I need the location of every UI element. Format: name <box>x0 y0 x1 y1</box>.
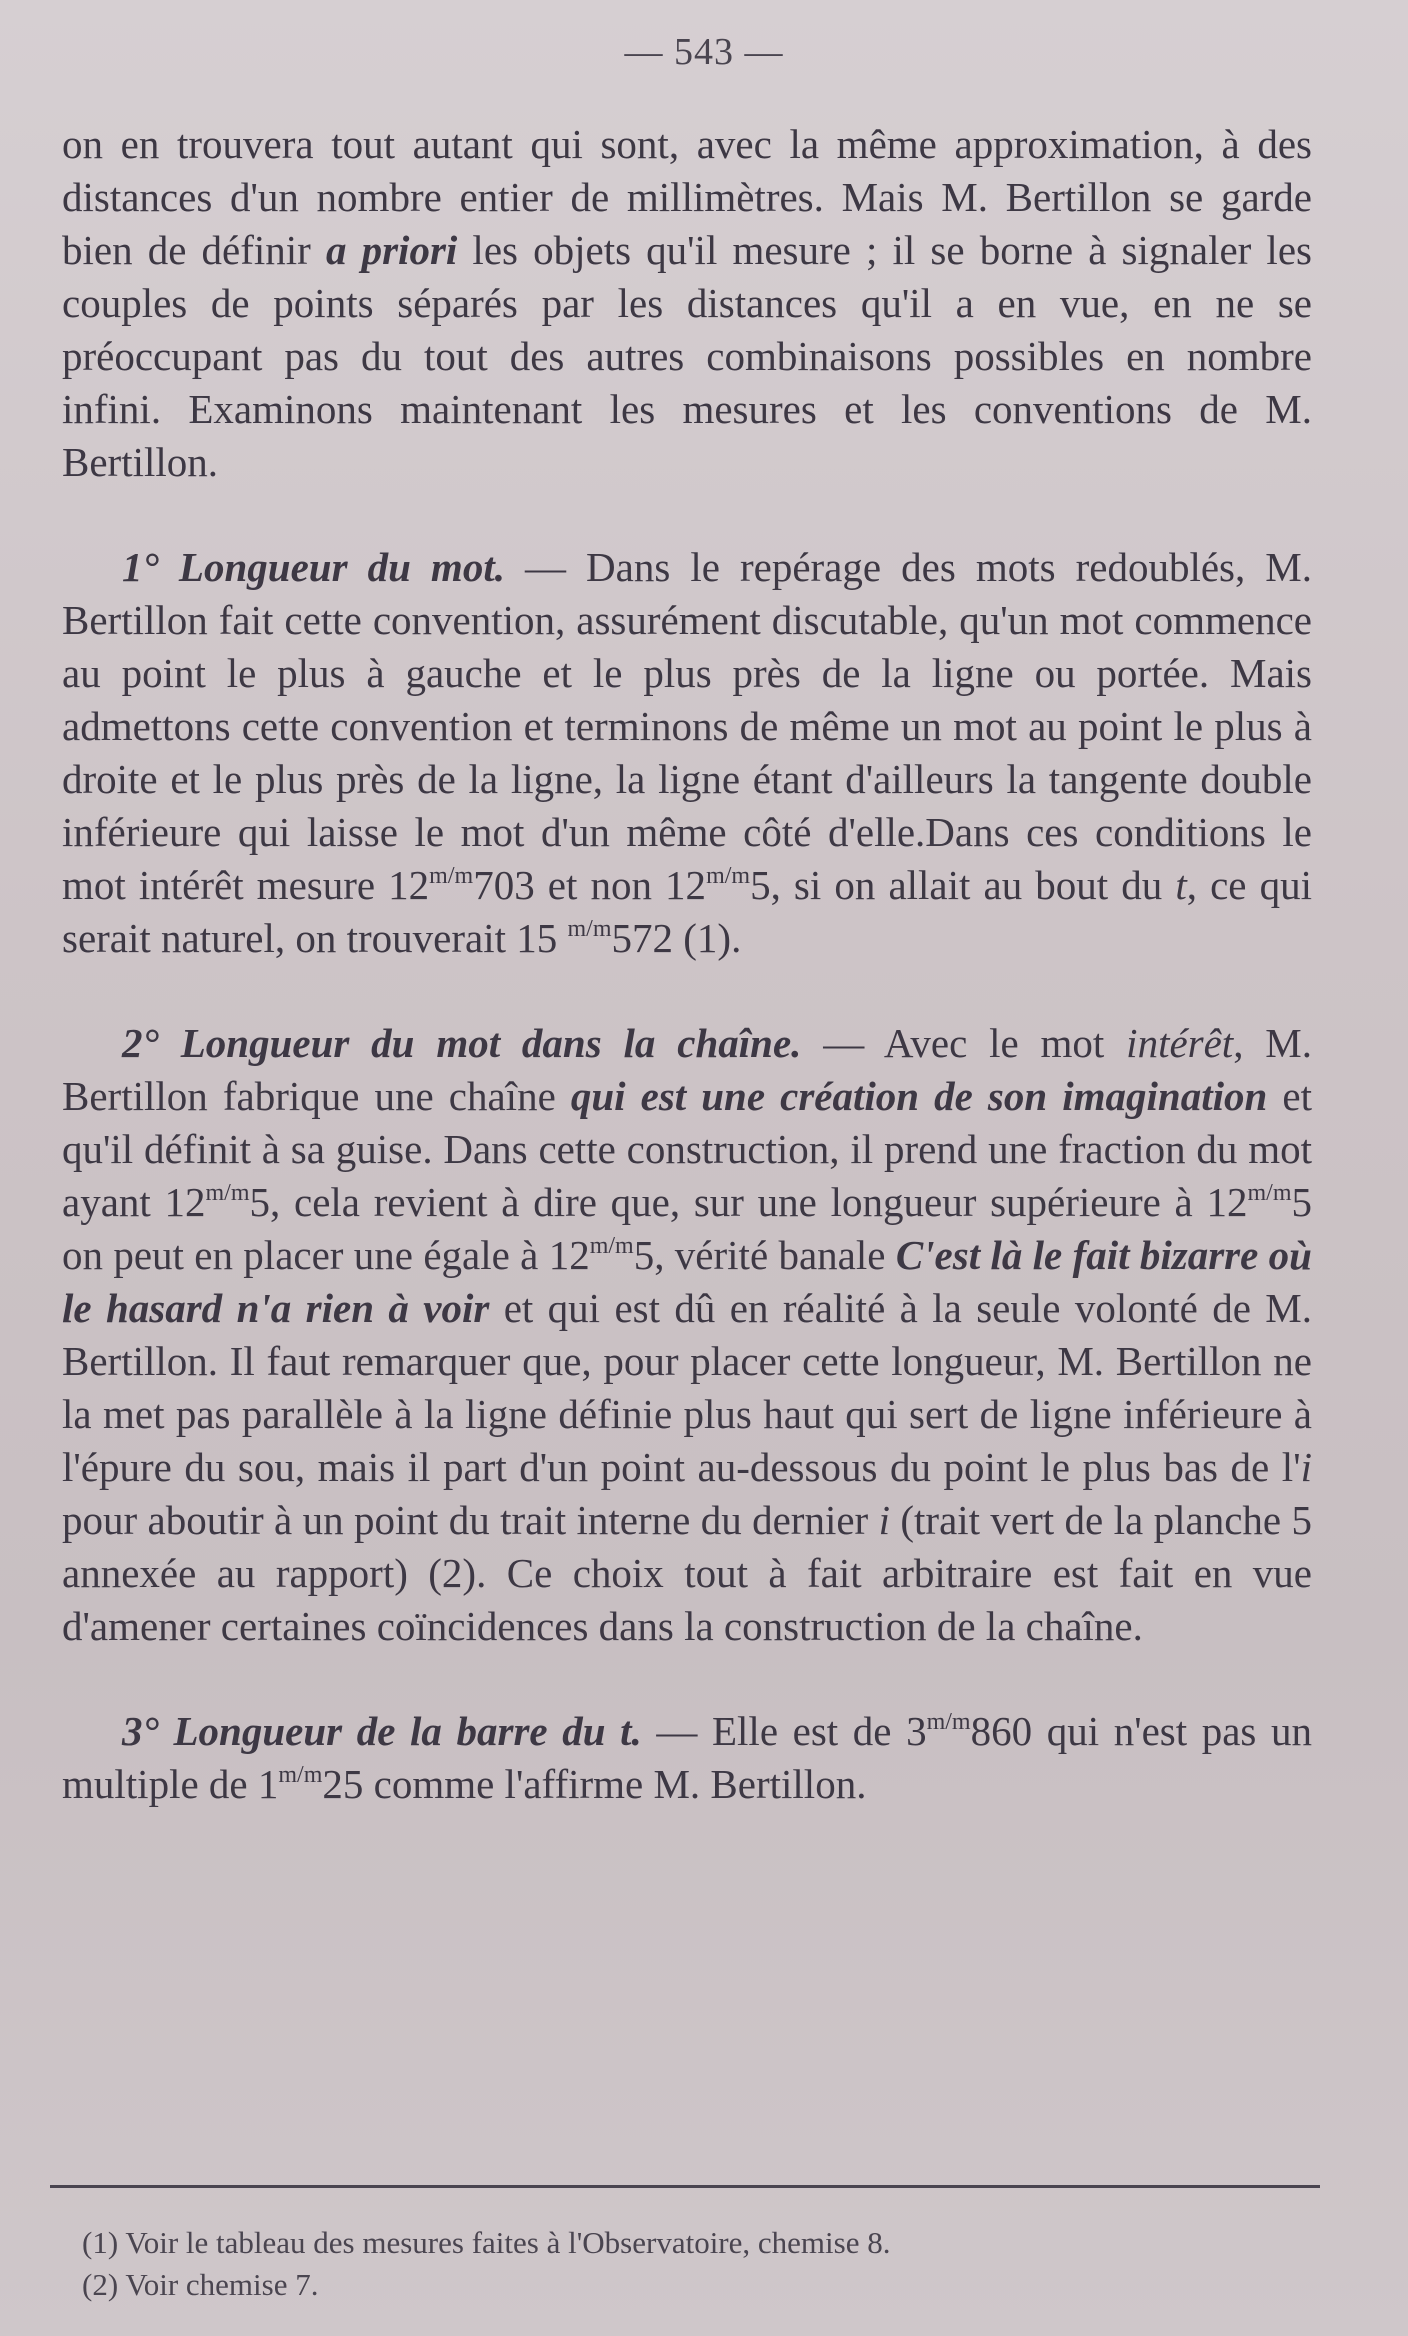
paragraph-text: 703 et non 12 <box>473 862 707 908</box>
unit-superscript: m/m <box>1247 1180 1292 1206</box>
unit-superscript: m/m <box>278 1762 323 1788</box>
paragraph-text: (trait vert de la planche 5 annexée au rapport) (2). Ce choix tout à fait arbitraire est fait en vue d'amener certaines coïncidences dans la construction de la chaîne. <box>62 1497 1312 1649</box>
paragraph-text: 5, si on allait au bout du <box>750 862 1176 908</box>
emphasis-interet: intérêt <box>1126 1020 1234 1066</box>
paragraph-longueur-du-mot <box>62 541 1312 965</box>
emphasis-fait-bizarre: C'est là le fait bizarre où le hasard n'a rien à voir <box>62 1232 1312 1331</box>
paragraph-longueur-dans-la-chaine <box>62 1017 1312 1653</box>
footnote-2: (2) Voir chemise 7. <box>82 2267 319 2302</box>
footnote-divider <box>50 2185 1320 2188</box>
emphasis-i: i <box>878 1497 890 1543</box>
paragraph-text: , ce qui serait naturel, on trouverait 15 <box>62 862 1312 961</box>
paragraph-barre-du-t <box>62 1705 1312 1811</box>
paragraph-intro <box>62 118 1312 489</box>
paragraph-text: — Avec le mot <box>801 1020 1127 1066</box>
footnotes <box>82 2222 1322 2306</box>
paragraph-text: 5 on peut en placer une égale à 12 <box>62 1179 1312 1278</box>
paragraph-text: et qu'il définit à sa guise. Dans cette construction, il prend une fraction du mot ayant 12 <box>62 1073 1312 1225</box>
paragraph-text: et qui est dû en réalité à la seule volonté de M. Bertillon. Il faut remarquer que, pour placer cette longueur, M. Bertillon ne la met pas parallèle à la ligne définie plus haut qui sert de ligne inférieure à l'épure du sou, mais il part d'un point au-dessous du point le plus bas de l' <box>62 1285 1312 1490</box>
paragraph-text: 5, cela revient à dire que, sur une longueur supérieure à 12 <box>249 1179 1248 1225</box>
paragraph-text: 25 comme l'affirme M. Bertillon. <box>322 1761 867 1807</box>
paragraph-text: 5, vérité banale <box>633 1232 896 1278</box>
paragraph-text: , M. Bertillon fabrique une chaîne <box>62 1020 1312 1119</box>
section-heading: 1° Longueur du mot. <box>122 544 505 590</box>
unit-superscript: m/m <box>567 916 612 942</box>
unit-superscript: m/m <box>429 863 474 889</box>
page-number: — 543 — <box>624 31 784 73</box>
paragraph-text: — Dans le repérage des mots redoublés, M. Bertillon fait cette convention, assurément discutable, qu'un mot commence au point le plus à gauche et le plus près de la ligne ou portée. Mais admettons cette convention et terminons de même un mot au point le plus à droite et le plus près de la ligne, la ligne étant d'ailleurs la tangente double inférieure qui laisse le mot d'un même côté d'elle.Dans ces conditions le mot intérêt mesure 12 <box>62 544 1312 908</box>
unit-superscript: m/m <box>589 1233 634 1259</box>
footnote-1: (1) Voir le tableau des mesures faites à l'Observatoire, chemise 8. <box>82 2225 891 2260</box>
emphasis-i: i <box>1300 1444 1312 1490</box>
body-text <box>62 118 1312 1811</box>
paragraph-text: pour aboutir à un point du trait interne du dernier <box>62 1497 879 1543</box>
paragraph-text: on en trouvera tout autant qui sont, avec la même approximation, à des distances d'un nombre entier de millimètres. Mais M. Bertillon se garde bien de définir <box>62 121 1312 273</box>
emphasis-t: t <box>1175 862 1187 908</box>
unit-superscript: m/m <box>926 1709 971 1735</box>
section-heading: 3° Longueur de la barre du t. <box>122 1708 642 1754</box>
paragraph-text: les objets qu'il mesure ; il se borne à signaler les couples de points séparés par les distances qu'il a en vue, en ne se préoccupant pas du tout des autres combinaisons possibles en nombre infini. Examinons maintenant les mesures et les conventions de M. Bertillon. <box>62 227 1312 485</box>
emphasis-a-priori: a priori <box>325 227 458 273</box>
paragraph-text: 860 qui n'est pas un multiple de 1 <box>62 1708 1312 1807</box>
unit-superscript: m/m <box>205 1180 250 1206</box>
emphasis-creation: qui est une création de son imagination <box>570 1073 1268 1119</box>
section-heading: 2° Longueur du mot dans la chaîne. <box>122 1020 802 1066</box>
paragraph-text: — Elle est de 3 <box>641 1708 927 1754</box>
paragraph-text: 572 (1). <box>611 915 742 961</box>
unit-superscript: m/m <box>706 863 751 889</box>
